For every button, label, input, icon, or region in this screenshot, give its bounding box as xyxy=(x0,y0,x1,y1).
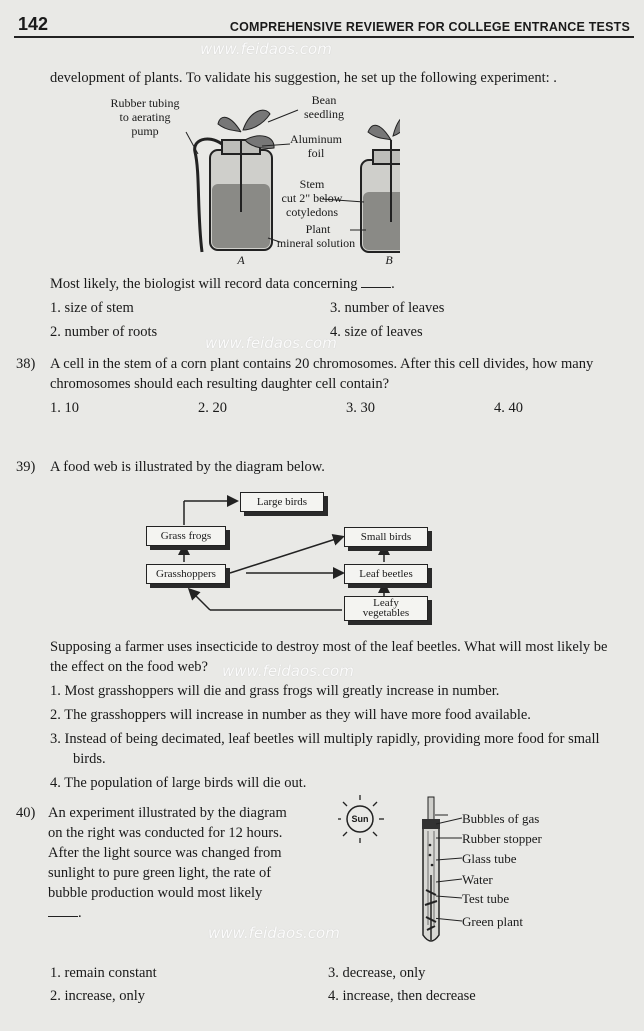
q40-choice-2: 2. increase, only xyxy=(50,988,146,1004)
q39-choice-4: 4. The population of large birds will die out. xyxy=(50,775,307,791)
q38-number: 38) xyxy=(16,356,36,372)
q37-stem: Most likely, the biologist will record data concerning . xyxy=(50,276,395,292)
label-pump: pump xyxy=(131,124,159,138)
q37-choice-4: 4. size of leaves xyxy=(330,324,423,340)
q37-choice-2: 2. number of roots xyxy=(50,324,158,340)
q40-choice-3: 3. decrease, only xyxy=(328,965,426,981)
label-rubber-tubing: Rubber tubing xyxy=(110,96,180,110)
q38-choice-1: 1. 10 xyxy=(50,400,79,416)
node-grasshoppers: Grasshoppers xyxy=(146,564,226,584)
q38-text-2: chromosomes should each resulting daughter cell contain? xyxy=(50,376,390,392)
q38-choice-3: 3. 30 xyxy=(346,400,375,416)
q38-choice-2: 2. 20 xyxy=(198,400,227,416)
q37-choice-1: 1. size of stem xyxy=(50,300,134,316)
q38-text-1: A cell in the stem of a corn plant contains 20 chromosomes. After this cell divides, how many xyxy=(50,356,594,372)
page-number: 142 xyxy=(18,14,49,34)
q39-choice-3: 3. Instead of being decimated, leaf beetles will multiply rapidly, providing more food for small xyxy=(50,731,600,747)
q39-question-2: the effect on the food web? xyxy=(50,659,208,675)
label-cotyledons: cotyledons xyxy=(286,205,338,219)
node-vegetables-label: vegetables xyxy=(362,607,410,619)
watermark-1: www.feidaos.com xyxy=(200,40,332,58)
label-to-aerating: to aerating xyxy=(119,110,171,124)
label-bubbles-of-gas: Bubbles of gas xyxy=(462,811,540,826)
node-small-birds: Small birds xyxy=(344,527,428,547)
label-green-plant: Green plant xyxy=(462,914,524,929)
q37-stem-text: Most likely, the biologist will record data concerning xyxy=(50,276,358,292)
q39-choice-2: 2. The grasshoppers will increase in number as they will have more food available. xyxy=(50,707,531,723)
q40-line-4: sunlight to pure green light, the rate of xyxy=(48,865,272,881)
watermark-4: www.feidaos.com xyxy=(208,924,340,942)
node-leafy-label: Leafy xyxy=(373,597,399,609)
q40-choice-4: 4. increase, then decrease xyxy=(328,988,476,1004)
q40-line-1: An experiment illustrated by the diagram xyxy=(48,805,287,821)
label-glass-tube: Glass tube xyxy=(462,851,517,866)
q39-question-1: Supposing a farmer uses insecticide to destroy most of the leaf beetles. What will most likely be xyxy=(50,639,608,655)
label-water: Water xyxy=(462,872,493,887)
watermark-3: www.feidaos.com xyxy=(222,662,354,680)
q40-line-3: After the light source was changed from xyxy=(48,845,282,861)
label-mineral-solution: mineral solution xyxy=(276,236,356,250)
label-aluminum: Aluminum xyxy=(289,132,342,146)
label-foil: foil xyxy=(307,146,325,160)
book-title: COMPREHENSIVE REVIEWER FOR COLLEGE ENTRANCE TESTS xyxy=(229,20,630,34)
label-jar-b: B xyxy=(385,253,393,267)
label-stem: Stem xyxy=(299,177,325,191)
q39-text: A food web is illustrated by the diagram below. xyxy=(50,459,325,475)
node-large-birds: Large birds xyxy=(240,492,324,512)
q40-number: 40) xyxy=(16,805,36,821)
answer-blank-40 xyxy=(48,904,78,917)
label-bean: Bean xyxy=(311,93,337,107)
node-leafy-vegetables xyxy=(344,596,428,621)
answer-blank xyxy=(361,275,391,288)
node-leaf-beetles: Leaf beetles xyxy=(344,564,428,584)
label-rubber-stopper: Rubber stopper xyxy=(462,831,542,846)
q37-choice-3: 3. number of leaves xyxy=(330,300,445,316)
q39-choice-1: 1. Most grasshoppers will die and grass frogs will greatly increase in number. xyxy=(50,683,500,699)
q39-choice-3-cont: birds. xyxy=(73,751,106,767)
q40-line-2: on the right was conducted for 12 hours. xyxy=(48,825,283,841)
label-jar-a: A xyxy=(237,253,245,267)
label-test-tube: Test tube xyxy=(462,891,510,906)
jar-a xyxy=(210,110,274,250)
label-seedling: seedling xyxy=(304,107,344,121)
sun-label: Sun xyxy=(351,814,369,824)
q40-leader-lines xyxy=(436,808,464,928)
q37-intro: development of plants. To validate his suggestion, he set up the following experiment: . xyxy=(50,70,557,86)
label-plant: Plant xyxy=(305,222,331,236)
q40-blank-line: . xyxy=(48,903,82,923)
q39-number: 39) xyxy=(16,459,36,475)
q40-line-5: bubble production would most likely xyxy=(48,885,263,901)
watermark-2: www.feidaos.com xyxy=(205,334,337,352)
node-grass-frogs: Grass frogs xyxy=(146,526,226,546)
jar-b xyxy=(361,115,400,252)
header-rule xyxy=(14,36,634,38)
q40-choice-1: 1. remain constant xyxy=(50,965,157,981)
label-cut-below: cut 2" below xyxy=(281,191,343,205)
q38-choice-4: 4. 40 xyxy=(494,400,523,416)
